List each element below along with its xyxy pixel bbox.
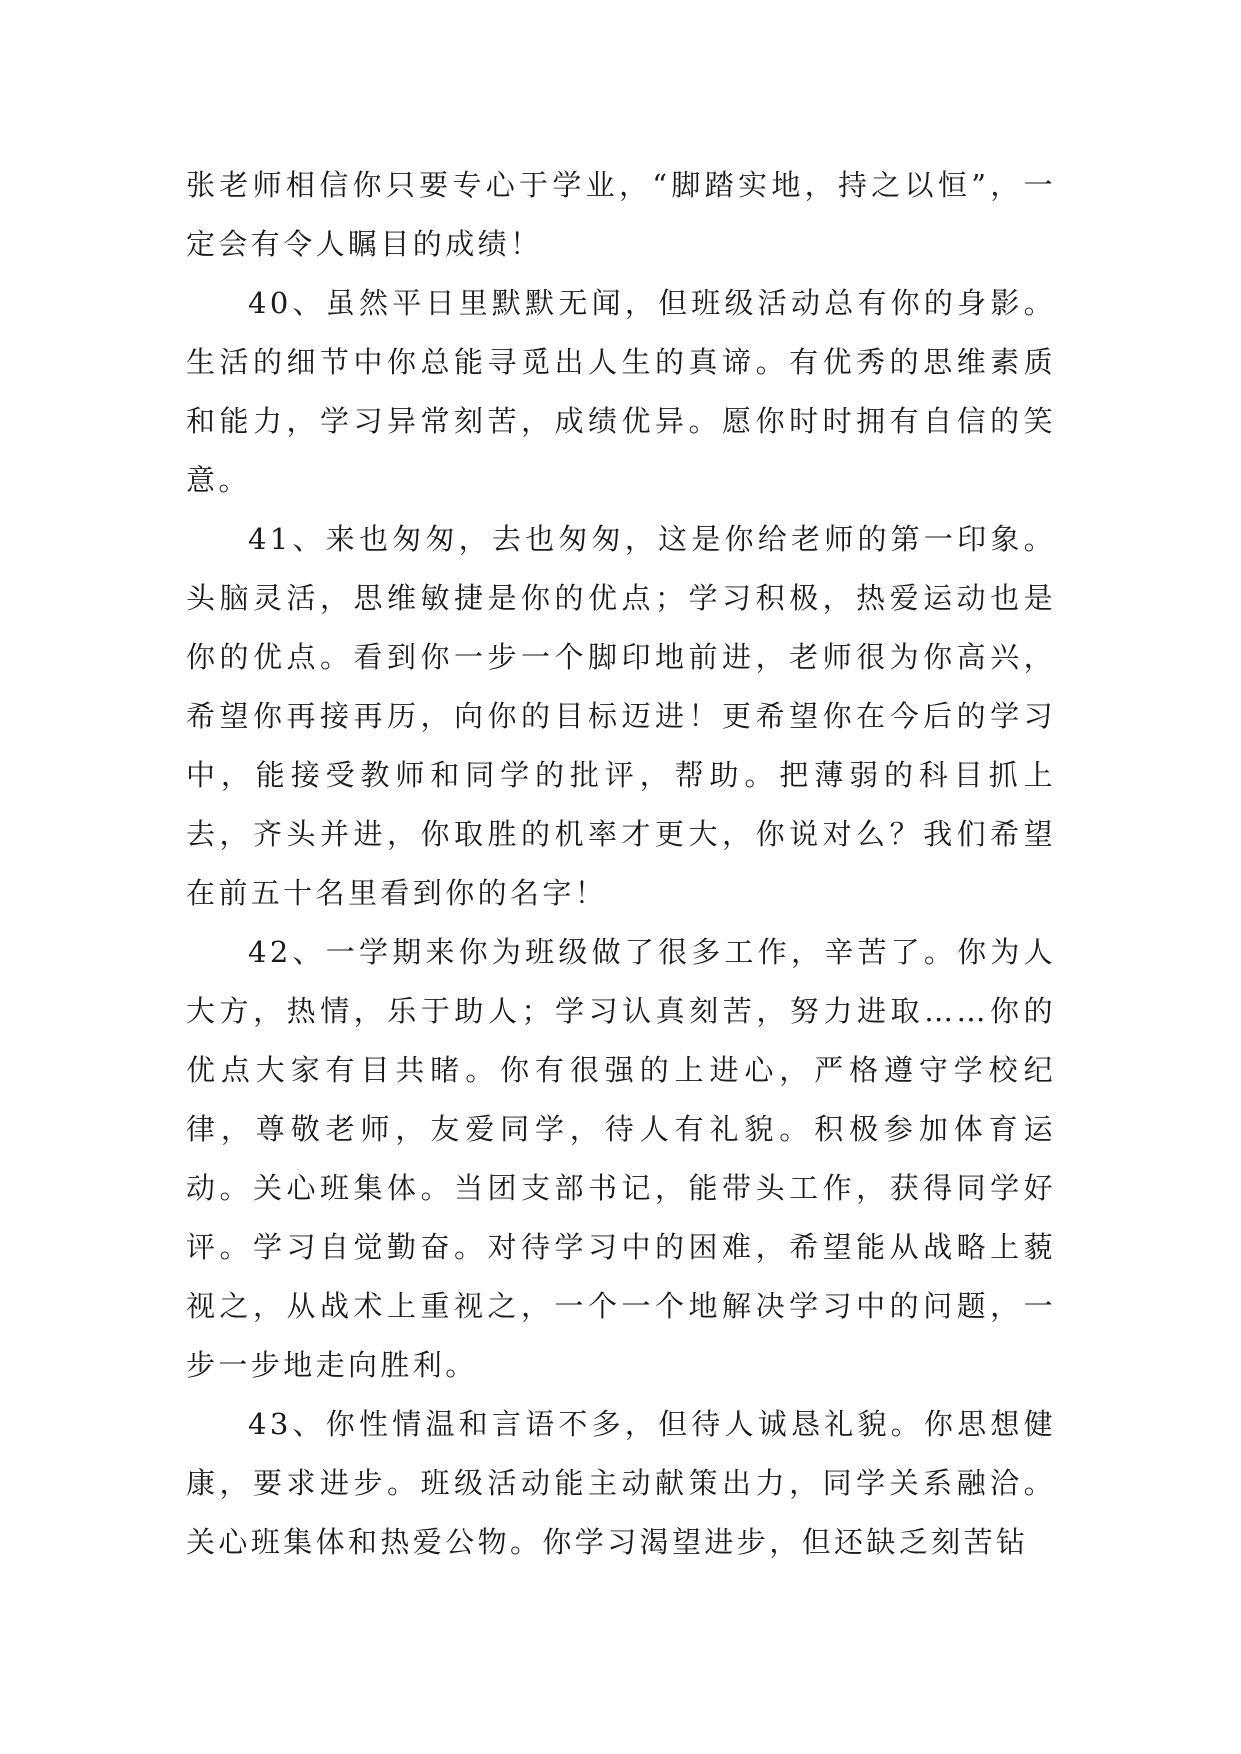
paragraph-continuation: 张老师相信你只要专心于学业，“脚踏实地，持之以恒”，一定会有令人瞩目的成绩！ — [186, 168, 1056, 261]
document-body — [186, 156, 1056, 1572]
paragraph-comment-40: 40、虽然平日里默默无闻，但班级活动总有你的身影。生活的细节中你总能寻觅出人生的真谛。有优秀的思维素质和能力，学习异常刻苦，成绩优异。愿你时时拥有自信的笑意。 — [186, 286, 1056, 497]
paragraph-comment-42: 42、一学期来你为班级做了很多工作，辛苦了。你为人大方，热情，乐于助人；学习认真刻苦，努力进取……你的优点大家有目共睹。你有很强的上进心，严格遵守学校纪律，尊敬老师，友爱同学，待人有礼貌。积极参加体育运动。关心班集体。当团支部书记，能带头工作，获得同学好评。学习自觉勤奋。对待学习中的困难，希望能从战略上藐视之，从战术上重视之，一个一个地解决学习中的问题，一步一步地走向胜利。 — [186, 935, 1056, 1382]
paragraph-comment-43: 43、你性情温和言语不多，但待人诚恳礼貌。你思想健康，要求进步。班级活动能主动献策出力，同学关系融洽。关心班集体和热爱公物。你学习渴望进步，但还缺乏刻苦钻 — [186, 1407, 1056, 1559]
paragraph-comment-41: 41、来也匆匆，去也匆匆，这是你给老师的第一印象。头脑灵活，思维敏捷是你的优点；学习积极，热爱运动也是你的优点。看到你一步一个脚印地前进，老师很为你高兴，希望你再接再历，向你的目标迈进！更希望你在今后的学习中，能接受教师和同学的批评，帮助。把薄弱的科目抓上去，齐头并进，你取胜的机率才更大，你说对么？我们希望在前五十名里看到你的名字！ — [186, 522, 1056, 910]
